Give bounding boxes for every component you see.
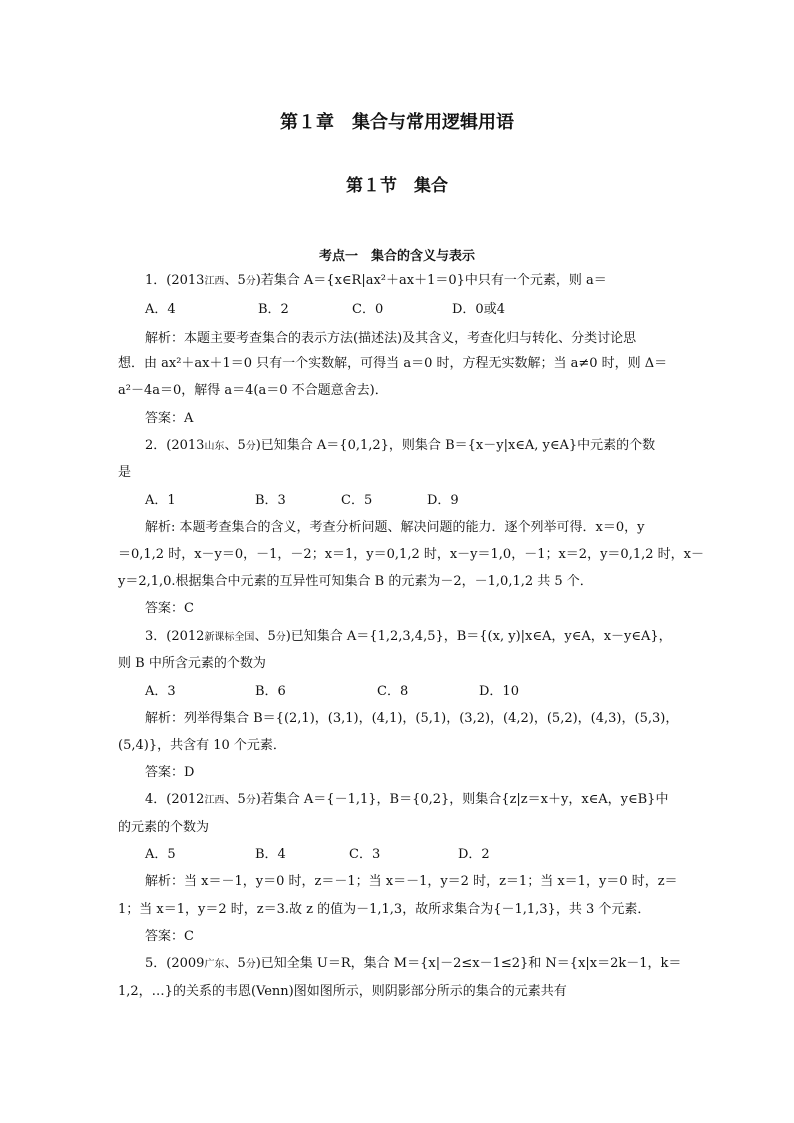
- q1-option-d: D．0或4: [452, 302, 505, 317]
- q1-analysis-line: 解析：本题主要考查集合的表示方法(描述法)及其含义，考查化归与转化、分类讨论思: [145, 331, 637, 346]
- q3-stem: 3．(2012新课标全国、5分)已知集合 A＝{1,2,3,4,5}，B＝{(x, y)|x∈A，y∈A，x－y∈A}，: [145, 629, 672, 644]
- q4-option-d: D．2: [458, 847, 490, 862]
- q4-answer: 答案：C: [145, 929, 194, 944]
- q3-option-c: C．8: [377, 684, 409, 699]
- q5-stem: 5．(2009广东、5分)已知全集 U＝R，集合 M＝{x|－2≤x－1≤2}和 N＝{x|x＝2k－1，k＝: [145, 956, 682, 971]
- q4-analysis-line: 1；当 x＝1，y＝2 时，z＝3.故 z 的值为－1,1,3，故所求集合为{－1,1,3}，共 3 个元素．: [118, 902, 651, 917]
- q4-option-b: B．4: [255, 847, 286, 862]
- q1-answer: 答案：A: [145, 411, 194, 426]
- q2-option-a: A．1: [145, 493, 176, 508]
- q4-option-c: C．3: [349, 847, 381, 862]
- chapter-title: 第１章 集合与常用逻辑用语: [280, 112, 514, 133]
- q2-stem: 2．(2013山东、5分)已知集合 A＝{0,1,2}，则集合 B＝{x－y|x∈A, y∈A}中元素的个数: [145, 438, 656, 453]
- q2-answer: 答案：C: [145, 601, 194, 616]
- q1-stem: 1．(2013江西、5分)若集合 A＝{x∈R|ax²＋ax＋1＝0}中只有一个元素，则 a＝: [145, 273, 607, 288]
- q5-stem-cont: 1,2，…}的关系的韦恩(Venn)图如图所示，则阴影部分所示的集合的元素共有: [118, 984, 567, 999]
- q1-analysis-line: a²－4a＝0，解得 a＝4(a＝0 不合题意舍去)．: [118, 383, 388, 398]
- q2-analysis-line: y＝2,1,0.根据集合中元素的互异性可知集合 B 的元素为－2，－1,0,1,2 共 5 个．: [118, 574, 593, 589]
- q1-option-a: A．4: [145, 302, 176, 317]
- q1-option-b: B．2: [258, 302, 289, 317]
- q2-stem-cont: 是: [118, 465, 132, 480]
- q2-option-d: D．9: [427, 493, 459, 508]
- q3-answer: 答案：D: [145, 765, 195, 780]
- q4-analysis-line: 解析：当 x＝－1，y＝0 时，z＝－1；当 x＝－1，y＝2 时，z＝1；当 x＝1，y＝0 时，z＝: [145, 874, 678, 889]
- q4-stem: 4．(2012江西、5分)若集合 A＝{－1,1}，B＝{0,2}，则集合{z|z＝x＋y，x∈A，y∈B}中: [145, 792, 669, 807]
- kaodian-title: 考点一 集合的含义与表示: [318, 249, 475, 264]
- q4-stem-cont: 的元素的个数为: [118, 820, 210, 835]
- q2-analysis-line: 解析: 本题考查集合的含义，考查分析问题、解决问题的能力．逐个列举可得．x＝0，y: [145, 520, 645, 535]
- q3-option-a: A．3: [145, 684, 176, 699]
- q2-analysis-line: ＝0,1,2 时，x－y＝0，－1，－2；x＝1，y＝0,1,2 时，x－y＝1,0，－1；x＝2，y＝0,1,2 时，x－: [118, 547, 704, 562]
- q3-analysis-line: 解析：列举得集合 B＝{(2,1)，(3,1)，(4,1)，(5,1)，(3,2)，(4,2)，(5,2)，(4,3)，(5,3)，: [145, 711, 679, 726]
- q1-analysis-line: 想．由 ax²＋ax＋1＝0 只有一个实数解，可得当 a＝0 时，方程无实数解；当 a≠0 时，则 Δ＝: [118, 356, 668, 371]
- q1-option-c: C．0: [352, 302, 384, 317]
- q3-stem-cont: 则 B 中所含元素的个数为: [118, 656, 266, 671]
- q3-analysis-line: (5,4)}，共含有 10 个元素．: [118, 738, 286, 753]
- q2-option-b: B．3: [255, 493, 286, 508]
- q3-option-d: D．10: [479, 684, 519, 699]
- section-title: 第１节 集合: [346, 176, 448, 196]
- q3-option-b: B．6: [255, 684, 286, 699]
- q2-option-c: C．5: [341, 493, 373, 508]
- q4-option-a: A．5: [145, 847, 176, 862]
